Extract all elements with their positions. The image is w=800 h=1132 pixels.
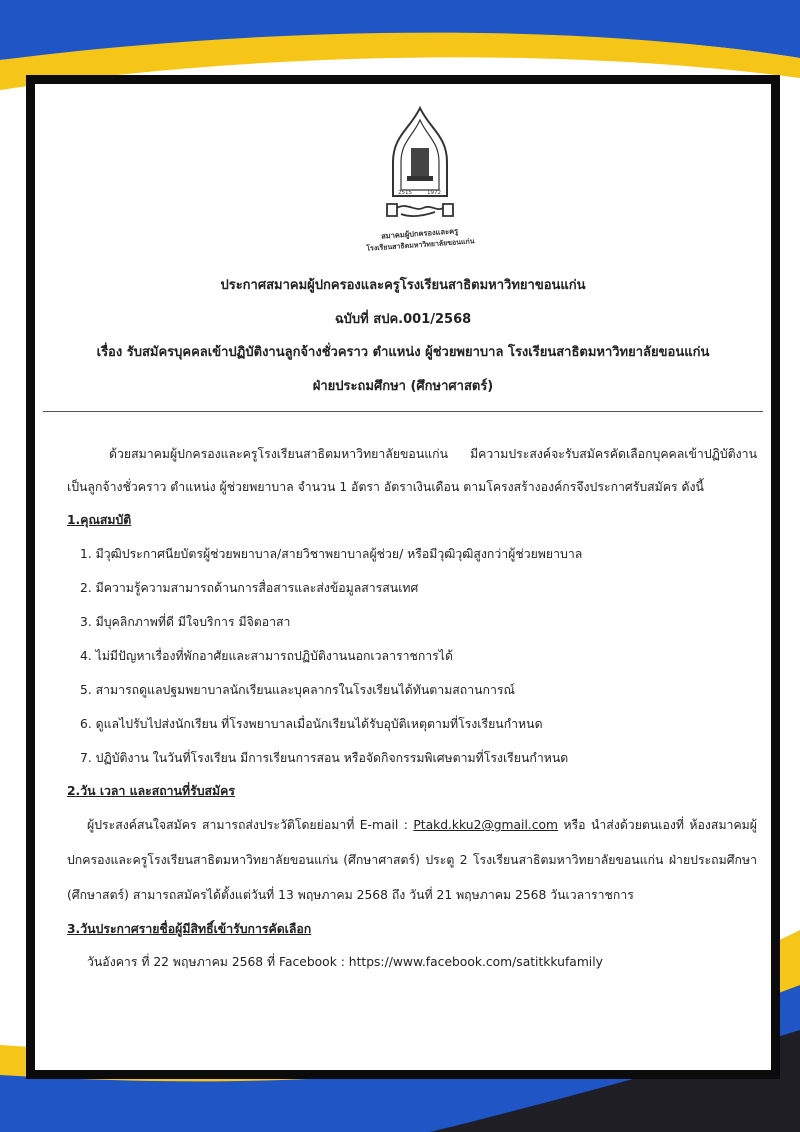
announcement-division: ฝ่ายประถมศึกษา (ศึกษาศาสตร์)	[312, 379, 494, 394]
results-paragraph: วันอังคาร ที่ 22 พฤษภาคม 2568 ที่ Facebook : https://www.facebook.com/satitkkufamily	[87, 955, 603, 969]
announcement-document	[26, 75, 780, 1079]
announcement-number: ฉบับที่ สปค.001/2568	[334, 312, 472, 327]
logo-ribbon-line2: โรงเรียนสาธิตมหาวิทยาลัยขอนแก่น	[366, 237, 475, 253]
header-divider	[43, 411, 763, 412]
list-item: 4. ไม่มีปัญหาเรื่องที่พักอาศัยและสามารถปฏิบัติงานนอกเวลาราชการได้	[80, 649, 453, 663]
announcement-title: ประกาศสมาคมผู้ปกครองและครูโรงเรียนสาธิตมหาวิทยาขอนแก่น	[220, 278, 586, 293]
section-application-title: 2.วัน เวลา และสถานที่รับสมัคร	[67, 784, 235, 798]
list-item: 1. มีวุฒิประกาศนียบัตรผู้ช่วยพยาบาล/สายวิชาพยาบาลผู้ช่วย/ หรือมีวุฒิวุฒิสูงกว่าผู้ช่วยพยาบาล	[80, 547, 583, 561]
logo-ribbon-line1: สมาคมผู้ปกครองและครู	[380, 226, 459, 241]
list-item: 5. สามารถดูแลปฐมพยาบาลนักเรียนและบุคลากรในโรงเรียนได้ทันตามสถานการณ์	[80, 683, 515, 697]
section-results-title: 3.วันประกาศรายชื่อผู้มีสิทธิ์เข้ารับการคัดเลือก	[67, 922, 312, 936]
application-text-before: ผู้ประสงค์สนใจสมัคร สามารถส่งประวัติโดยย่อมาที่ E-mail :	[87, 818, 414, 832]
application-paragraph	[67, 808, 757, 913]
intro-paragraph: ด้วยสมาคมผู้ปกครองและครูโรงเรียนสาธิตมหาวิทยาลัยขอนแก่น มีความประสงค์จะรับสมัครคัดเลือกบุคคลเข้าปฏิบัติงานเป็นลูกจ้างชั่วคราว ตำแหน่ง ผู้ช่วยพยาบาล จำนวน 1 อัตรา อัตราเงินเดือน ตามโครงสร้างองค์กรจึงประกาศรับสมัคร ดังนี้	[67, 447, 757, 494]
list-item: 7. ปฏิบัติงาน ในวันที่โรงเรียน มีการเรียนการสอน หรือจัดกิจกรรมพิเศษตามที่โรงเรียนกำหนด	[80, 751, 569, 765]
announcement-subject: เรื่อง รับสมัครบุคคลเข้าปฏิบัติงานลูกจ้างชั่วคราว ตำแหน่ง ผู้ช่วยพยาบาล โรงเรียนสาธิตมหาวิทยาลัยขอนแก่น	[96, 345, 710, 360]
qualifications-list	[67, 537, 757, 775]
logo-year-left: 2515	[398, 190, 412, 196]
list-item: 2. มีความรู้ความสามารถด้านการสื่อสารและส่งข้อมูลสารสนเทศ	[80, 581, 419, 595]
application-text-after: หรือ นำส่งด้วยตนเองที่ ห้องสมาคมผู้ปกครองและครูโรงเรียนสาธิตมหาวิทยาลัยขอนแก่น (ศึกษาศาสตร์) ประตู 2 โรงเรียนสาธิตมหาวิทยาลัยขอนแก่น ฝ่ายประถมศึกษา (ศึกษาสตร์) สามารถสมัครได้ตั้งแต่วันที่ 13 พฤษภาคม 2568 ถึง วันที่ 21 พฤษภาคม 2568 วันเวลาราชการ	[67, 818, 757, 902]
section-qualifications-title: 1.คุณสมบัติ	[67, 513, 132, 527]
announcement-body	[67, 438, 757, 979]
list-item: 6. ดูแลไปรับไปส่งนักเรียน ที่โรงพยาบาลเมื่อนักเรียนได้รับอุบัติเหตุตามที่โรงเรียนกำหนด	[80, 717, 543, 731]
association-logo	[335, 104, 505, 262]
email-link[interactable]: Ptakd.kku2@gmail.com	[413, 818, 559, 832]
logo-year-right: 1972	[427, 190, 441, 196]
list-item: 3. มีบุคลิกภาพที่ดี มีใจบริการ มีจิตอาสา	[80, 615, 291, 629]
